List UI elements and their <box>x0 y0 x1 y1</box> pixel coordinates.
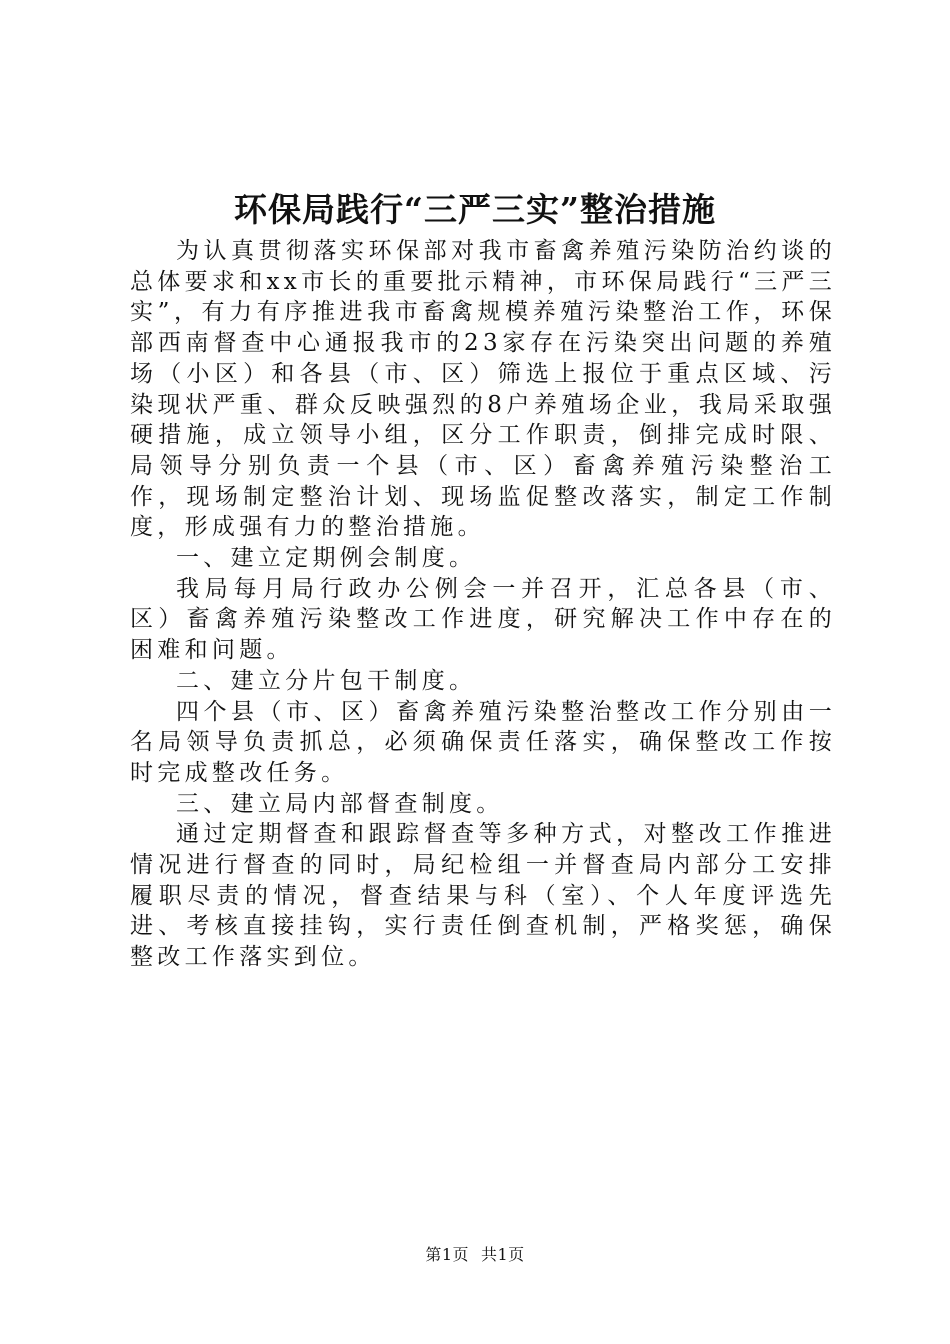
document-title: 环保局践行“三严三实”整治措施 <box>234 190 716 229</box>
page-number-current: 第1页 <box>425 1245 469 1264</box>
section-paragraph-3: 通过定期督查和跟踪督查等多种方式，对整改工作推进情况进行督查的同时，局纪检组一并督查局内部分工安排履职尽责的情况，督查结果与科（室）、个人年度评选先进、考核直接挂钩，实行责任倒查机制，严格奖惩，确保整改工作落实到位。 <box>130 821 836 971</box>
page-number-total: 共1页 <box>481 1245 525 1264</box>
intro-paragraph: 为认真贯彻落实环保部对我市畜禽养殖污染防治约谈的总体要求和xx市长的重要批示精神，市环保局践行“三严三实”，有力有序推进我市畜禽规模养殖污染整治工作，环保部西南督查中心通报我市的23家存在污染突出问题的养殖场（小区）和各县（市、区）筛选上报位于重点区域、污染现状严重、群众反映强烈的8户养殖场企业，我局采取强硬措施，成立领导小组，区分工作职责，倒排完成时限、局领导分别负责一个县（市、区）畜禽养殖污染整治工作，现场制定整治计划、现场监促整改落实，制定工作制度，形成强有力的整治措施。 <box>130 238 836 541</box>
section-heading-1: 一、建立定期例会制度。 <box>176 545 477 572</box>
section-heading-3: 三、建立局内部督查制度。 <box>176 790 504 817</box>
section-paragraph-1: 我局每月局行政办公例会一并召开，汇总各县（市、区）畜禽养殖污染整改工作进度，研究解决工作中存在的困难和问题。 <box>130 575 836 664</box>
section-heading-2: 二、建立分片包干制度。 <box>176 667 477 694</box>
page-footer <box>0 1244 950 1266</box>
section-paragraph-2: 四个县（市、区）畜禽养殖污染整治整改工作分别由一名局领导负责抓总，必须确保责任落实，确保整改工作按时完成整改任务。 <box>130 698 836 786</box>
document-body <box>130 236 836 973</box>
